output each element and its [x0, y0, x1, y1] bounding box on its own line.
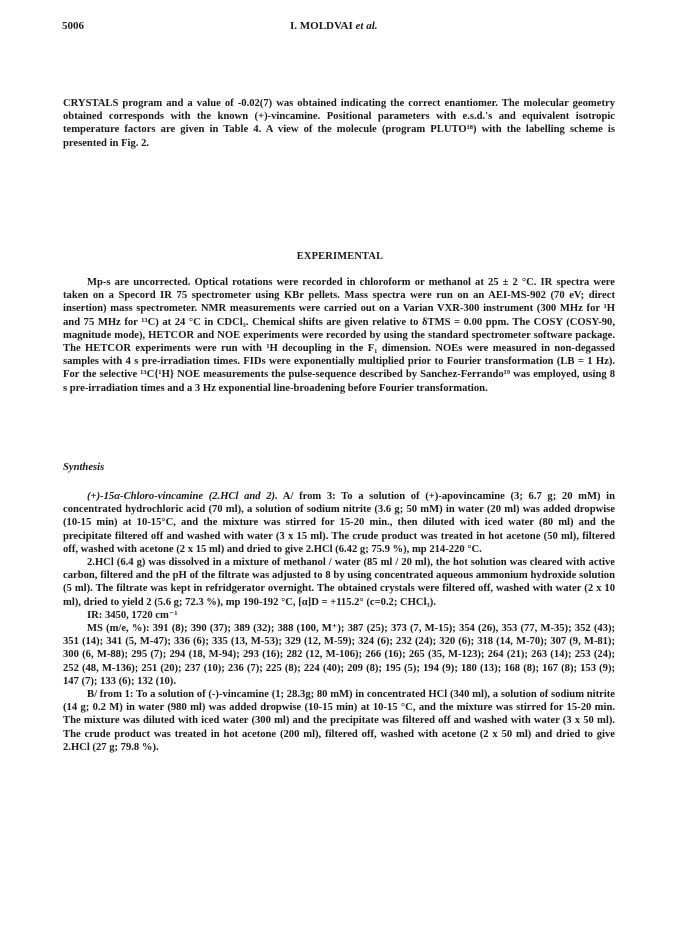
author-name: I. MOLDVAI: [290, 20, 353, 32]
ms-data: MS (m/e, %): 391 (8); 390 (37); 389 (32); 388 (100, M⁺); 387 (25); 373 (7, M-15); 354 (26), 353 (77, M-35); 352 (43); 351 (14); 341 (5, M-47); 336 (6); 335 (13, M-53); 329 (12, M-59); 324 (6); 232 (24); 320 (6); 318 (14, M-70); 307 (9, M-81); 300 (6, M-88); 295 (7); 294 (18, M-94); 293 (16); 282 (12, M-106); 266 (16); 265 (35, M-123); 264 (21); 263 (14); 253 (24); 252 (48, M-136); 251 (20); 237 (10); 236 (7); 225 (8); 224 (40); 209 (8); 195 (5); 194 (9); 180 (13); 168 (8); 167 (8); 153 (9); 147 (7); 133 (6); 132 (10).: [63, 623, 615, 687]
experimental-paragraph: Mp-s are uncorrected. Optical rotations were recorded in chloroform or methanol at 25 ± 2 °C. IR spectra were taken on a Specord IR 75 spectrometer using KBr pellets. Mass spectra were run on an AEI-MS-902 (70 eV; direct insertion) mass spectrometer. NMR measurements were carried out on a Varian VXR-300 instrument (300 MHz for ¹H and 75 MHz for ¹³C) at 24 °C in CDCl₃. Chemical shifts are given relative to δTMS = 0.00 ppm. The COSY (COSY-90, magnitude mode), HETCOR and NOE experiments were recorded by using the standard spectrometer software package. The HETCOR experiments were run with ¹H decoupling in the F₁ dimension. NOEs were measured in non-degassed samples with 4 s pre-irradiation times. FIDs were exponentially multiplied prior to Fourier transformation (LB = 1 Hz). For the selective ¹³C{¹H} NOE measurements the pulse-sequence described by Sanchez-Ferrando¹⁹ was employed, using 8 s pre-irradiation times and a 3 Hz exponential line-broadening before Fourier transformation.: [63, 277, 615, 394]
running-header-authors: [290, 20, 378, 32]
synthesis-heading: Synthesis: [63, 462, 105, 473]
compound-title: (+)-15α-Chloro-vincamine (2.HCl and 2).: [87, 491, 278, 502]
synthesis-method-a: [63, 490, 615, 556]
author-etal: et al.: [355, 20, 378, 32]
experimental-section: [63, 276, 615, 395]
ir-data: IR: 3450, 1720 cm⁻¹: [87, 609, 178, 621]
experimental-heading: EXPERIMENTAL: [296, 251, 384, 262]
method-a-text: A/ from 3: To a solution of (+)-apovincamine (3; 6.7 g; 20 mM) in concentrated hydrochloric acid (70 ml), a solution of sodium nitrite (3.6 g; 50 mM) in water (20 ml) was added dropwise (10-15 min) at 10-15°C, and the mixture was stirred for 15-20 min., then diluted with iced water (80 ml) and the precipitate filtered off and washed with water (3 x 15 ml). The crude product was treated in hot acetone (50 ml), filtered off, washed with acetone (2 x 15 ml) and dried to give 2.HCl (6.42 g; 75.9 %), mp 214-220 °C.: [63, 491, 616, 555]
synthesis-section: [63, 490, 615, 754]
intro-text: CRYSTALS program and a value of -0.02(7) was obtained indicating the correct enantiomer. The molecular geometry obtained corresponds with the known (+)-vincamine. Positional parameters with e.s.d.'s and equivalent isotropic temperature factors are given in Table 4. A view of the molecule (program PLUTO¹⁸) with the labelling scheme is presented in Fig. 2.: [63, 98, 615, 149]
synthesis-method-b: B/ from 1: To a solution of (-)-vincamine (1; 28.3g; 80 mM) in concentrated HCl (340 ml), a solution of sodium nitrite (14 g; 0.2 M) in water (980 ml) was added dropwise (10-15 min) at 10-15 °C, and the mixture was stirred for 15-20 min. The mixture was diluted with iced water (300 ml) and the precipitate was filtered off and washed with water (3 x 50 ml). The crude product was treated in hot acetone (200 ml), filtered off, washed with acetone (2 x 50 ml) and dried to give 2.HCl (27 g; 79.8 %).: [63, 689, 615, 753]
intro-paragraph: [63, 97, 615, 150]
conversion-paragraph: 2.HCl (6.4 g) was dissolved in a mixture of methanol / water (85 ml / 20 ml), the hot solution was cleared with active carbon, filtered and the pH of the filtrate was adjusted to 8 by using concentrated aqueous ammonium hydroxide solution (5 ml). The filtrate was kept in refridgerator overnight. The obtained crystals were filtered off, washed with water (2 x 10 ml), dried to yield 2 (5.6 g; 72.3 %), mp 190-192 °C, [α]D = +115.2° (c=0.2; CHCl₃).: [63, 557, 615, 608]
page-number: 5006: [62, 20, 84, 32]
